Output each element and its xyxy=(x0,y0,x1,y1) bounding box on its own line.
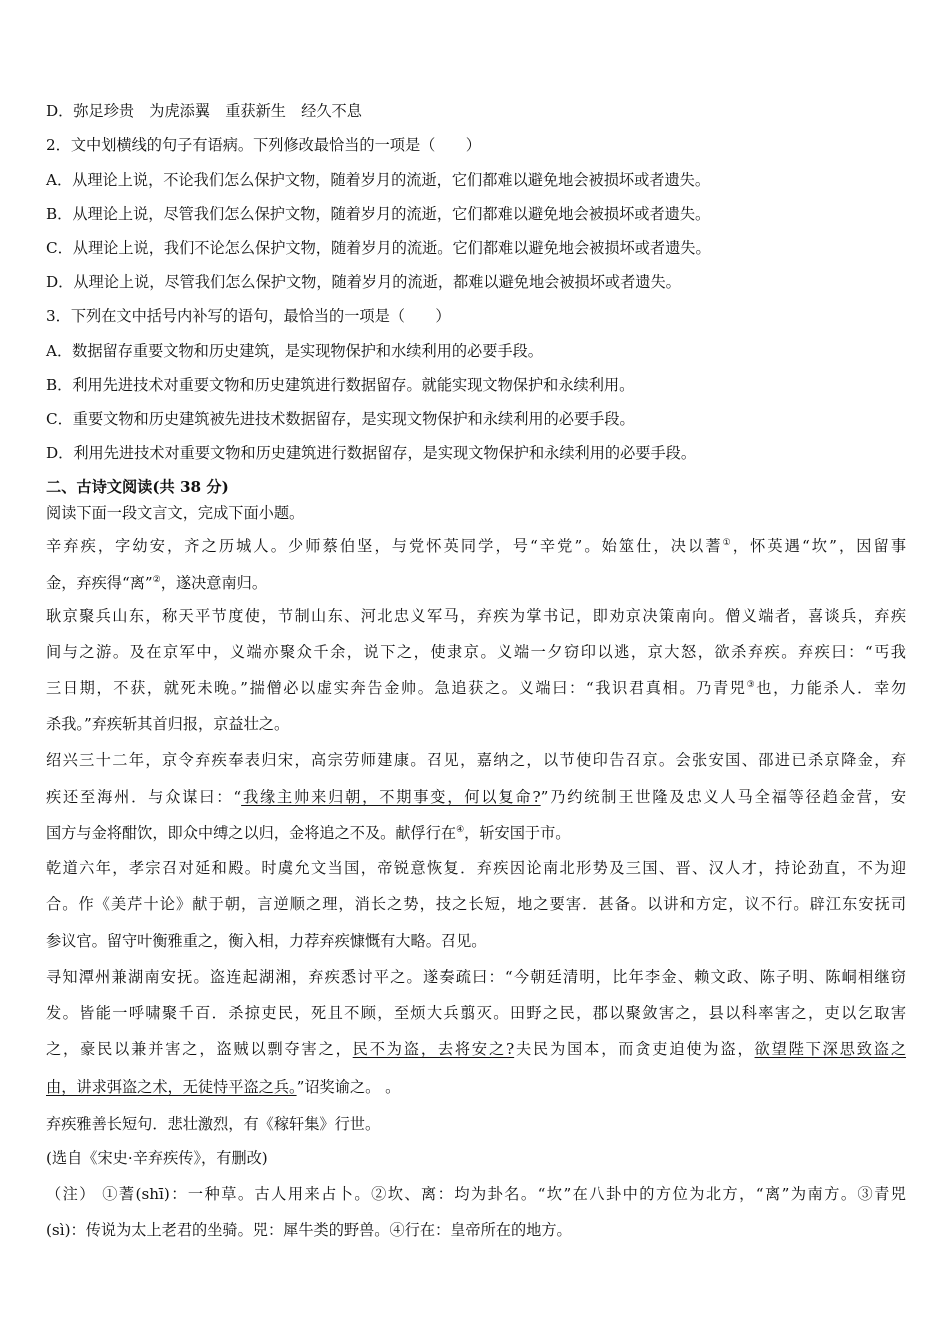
passage-p6: 弃疾雅善长短句．悲壮激烈，有《稼轩集》行世。 xyxy=(46,1115,381,1133)
q3-option-b: B．利用先进技术对重要文物和历史建筑进行数据留存。就能实现文物保护和永续利用。 xyxy=(46,376,635,394)
passage-source: (选自《宋史·辛弃疾传》，有删改) xyxy=(46,1149,268,1167)
passage-p4-line3: 参议官。留守叶衡雅重之，衡入相，力荐弃疾慷慨有大略。召见。 xyxy=(46,932,487,950)
q3-option-d: D．利用先进技术对重要文物和历史建筑进行数据留存，是实现文物保护和永续利用的必要手段。 xyxy=(46,444,697,462)
passage-p2-line1: 耿京聚兵山东，称天平节度使，节制山东、河北忠义军马，弃疾为掌书记，即劝京决策南向。僧义端者，喜谈兵，弃疾 xyxy=(46,607,906,625)
notes-line2: (sì)：传说为太上老君的坐骑。兕：犀牛类的野兽。④行在：皇帝所在的地方。 xyxy=(46,1221,572,1239)
q2-option-c: C．从理论上说，我们不论怎么保护文物，随着岁月的流逝。它们都难以避免地会被损坏或者遗失。 xyxy=(46,239,711,257)
passage-p2-line4: 杀我。”弃疾斩其首归报，京益壮之。 xyxy=(46,715,290,733)
section-instruction: 阅读下面一段文言文，完成下面小题。 xyxy=(46,504,305,522)
passage-p3-line3: 国方与金将酣饮，即众中缚之以归，金将追之不及。献俘行在④，斩安国于市。 xyxy=(46,824,571,842)
passage-p5-line4: 由，讲求弭盗之术，无徒恃平盗之兵。”诏奖谕之。 。 xyxy=(46,1078,401,1096)
passage-p2-line3: 三日期，不获，就死未晚。”揣僧必以虚实奔告金帅。急追获之。义端曰：“我识君真相。乃青兕③也，力能杀人．幸勿 xyxy=(46,679,907,697)
passage-p4-line1: 乾道六年，孝宗召对延和殿。时虞允文当国，帝锐意恢复．弃疾因论南北形势及三国、晋、汉人才，持论劲直，不为迎 xyxy=(46,859,906,877)
q3-option-c: C．重要文物和历史建筑被先进技术数据留存，是实现文物保护和永续利用的必要手段。 xyxy=(46,410,635,428)
passage-p2-line2: 间与之游。及在京军中，义端亦聚众千余，说下之，使隶京。义端一夕窃印以逃，京大怒，欲杀弃疾。弃疾曰：“丐我 xyxy=(46,643,906,661)
passage-p5-line1: 寻知潭州兼湖南安抚。盗连起湖湘，弃疾悉讨平之。遂奏疏曰：“今朝廷清明，比年李金、赖文政、陈子明、陈峒相继窃 xyxy=(46,968,906,986)
underlined-sentence-1: 我缘主帅来归朝，不期事变，何以复命? xyxy=(241,788,541,806)
underlined-sentence-2: 民不为盗，去将安之? xyxy=(352,1040,515,1058)
passage-p5-line3: 之，豪民以兼并害之，盗贼以剽夺害之，民不为盗，去将安之?夫民为国本，而贪吏迫使为盗，欲望陛下深思致盗之 xyxy=(46,1040,907,1058)
passage-p1-line2: 金，弃疾得“离”②，遂决意南归。 xyxy=(46,574,268,592)
q2-option-b: B．从理论上说，尽管我们怎么保护文物，随着岁月的流逝，它们都难以避免地会被损坏或者遗失。 xyxy=(46,205,711,223)
passage-p1-line1: 辛弃疾，字幼安，齐之历城人。少师蔡伯坚，与党怀英同学，号“辛党”。始筮仕，决以蓍①，怀英遇“坎”，因留事 xyxy=(46,537,907,555)
q3-option-a: A．数据留存重要文物和历史建筑，是实现物保护和水续利用的必要手段。 xyxy=(46,342,543,360)
section-heading: 二、古诗文阅读(共 38 分) xyxy=(46,478,229,496)
q2-stem: 2．文中划横线的句子有语病。下列修改最恰当的一项是（ ） xyxy=(46,136,481,154)
q2-option-a: A．从理论上说，不论我们怎么保护文物，随着岁月的流逝，它们都难以避免地会被损坏或者遗失。 xyxy=(46,171,711,189)
q3-stem: 3．下列在文中括号内补写的语句，最恰当的一项是（ ） xyxy=(46,307,451,325)
passage-p3-line2: 疾还至海州．与众谋曰：“我缘主帅来归朝，不期事变，何以复命?”乃约统制王世隆及忠义人马全福等径趋金营，安 xyxy=(46,788,907,806)
passage-p3-line1: 绍兴三十二年，京令弃疾奉表归宋，高宗劳师建康。召见，嘉纳之，以节使印告召京。会张安国、邵进已杀京降金，弃 xyxy=(46,751,906,769)
passage-p5-line2: 发。皆能一呼啸聚千百．杀掠吏民，死且不顾，至烦大兵翦灭。田野之民，郡以聚敛害之，县以科率害之，吏以乞取害 xyxy=(46,1004,906,1022)
underlined-sentence-3-cont: 由，讲求弭盗之术，无徒恃平盗之兵。 xyxy=(46,1078,297,1096)
q2-option-d: D．从理论上说，尽管我们怎么保护文物，随着岁月的流逝，都难以避免地会被损坏或者遗失。 xyxy=(46,273,681,291)
q1-option-d: D．弥足珍贵 为虎添翼 重获新生 经久不息 xyxy=(46,102,362,120)
underlined-sentence-3: 欲望陛下深思致盗之 xyxy=(754,1040,907,1058)
notes-line1: （注） ①蓍(shī)：一种草。古人用来占卜。②坎、离：均为卦名。“坎”在八卦中的方位为北方，“离”为南方。③青兕 xyxy=(46,1185,906,1203)
passage-p4-line2: 合。作《美芹十论》献于朝，言逆顺之理，消长之势，技之长短，地之要害．甚备。以讲和方定，议不行。辟江东安抚司 xyxy=(46,895,906,913)
